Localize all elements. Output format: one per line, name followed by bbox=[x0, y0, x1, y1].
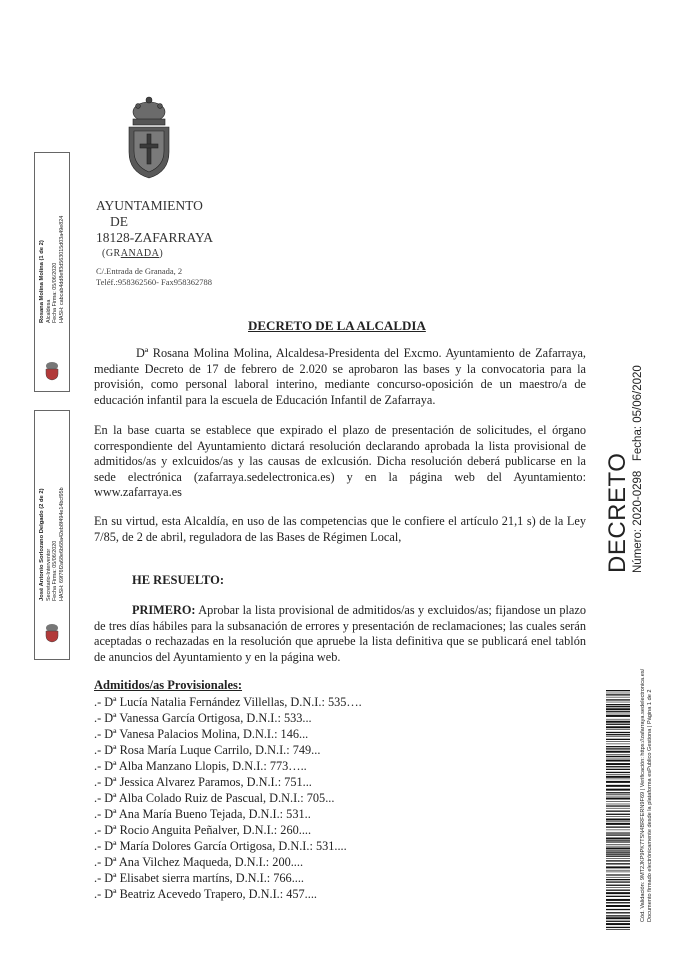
list-item: .- Dª Ana Vilchez Maqueda, D.N.I.: 200.... bbox=[94, 855, 304, 869]
document-title: DECRETO DE LA ALCALDIA bbox=[248, 318, 426, 333]
verification-text: Cód. Validación: 9MT2JKP9PK7TSN4BRFERN9F69 | Verificación: https://zafarraya.sedelectronica.es/ Documento firmado electrónicamente desde la plataforma esPublico Gestiona | Página 1 de 2 bbox=[640, 668, 653, 922]
list-item: .- Dª Beatriz Acevedo Trapero, D.N.I.: 457.... bbox=[94, 887, 317, 901]
primero-label: PRIMERO: bbox=[132, 603, 196, 617]
admitted-list bbox=[94, 694, 362, 902]
list-item: .- Dª Vanessa García Ortigosa, D.N.I.: 533... bbox=[94, 711, 312, 725]
list-item: .- Dª Elisabet sierra martíns, D.N.I.: 766.... bbox=[94, 871, 305, 885]
municipality-header bbox=[96, 198, 213, 262]
phone-line: Teléf.:958362560- Fax958362788 bbox=[96, 277, 213, 287]
signature-crest-icon bbox=[43, 623, 61, 643]
paragraph-competencias: En su virtud, esta Alcaldía, en uso de las competencias que le confiere el artículo 21,1 s) de la Ley 7/85, de 2 de abril, reguladora de las Bases de Régimen Local, bbox=[94, 514, 586, 544]
list-item: .- Dª Alba Colado Ruiz de Pascual, D.N.I.: 705... bbox=[94, 791, 335, 805]
signature-stamp-2 bbox=[34, 410, 70, 660]
signature-1-text: Rosana Molina Molina (1 de 2) Alcaldesa Fecha Firma: 05/06/2020 HASH: cabcab4dd8eff3d563015d03a49e824 bbox=[39, 215, 65, 323]
org-line-1: AYUNTAMIENTO bbox=[96, 198, 203, 213]
primero-text: Aprobar la lista provisional de admitidos/as y excluidos/as; fijandose un plazo de tres días hábiles para la subsanación de errores y presentación de reclamaciones; las cuales serán aceptadas o rechazadas en la resolución que apruebe la lista definitiva que se publicará enel tablón de anuncios del Ayuntamiento y en la página web. bbox=[94, 603, 586, 664]
admitted-heading: Admitidos/as Provisionales: bbox=[94, 678, 243, 692]
decree-label: DECRETO bbox=[604, 452, 631, 573]
list-item: .- Dª Rosa María Luque Carrilo, D.N.I.: 749... bbox=[94, 743, 321, 757]
paragraph-base-cuarta: En la base cuarta se establece que expirado el plazo de presentación de solicitudes, el órgano correspondiente del Ayuntamiento dictará resolución declarando aprobada la lista provisional de admitidos/as y exlcuidos/as y las causas de exlcusión. Dicha resolución deberá publicarse en la sede electrónica (zafarraya.sedelectronica.es) y en la página web del Ayuntamiento: www.zafarraya.es bbox=[94, 423, 586, 499]
contact-info bbox=[96, 266, 212, 288]
signature-stamp-1 bbox=[34, 152, 70, 392]
signature-2-text: José Antonio Sorlozano Delgado (2 de 2) Secretario-Interventor Fecha Firma: 05/06/2020 HASH: 69f76f2a68e6b68a42eb8f494e14bcf95b bbox=[39, 487, 65, 601]
decree-meta bbox=[632, 365, 645, 573]
list-item: .- Dª Alba Manzano Llopis, D.N.I.: 773….. bbox=[94, 759, 307, 773]
decree-date: Fecha: 05/06/2020 bbox=[632, 365, 644, 462]
barcode-image bbox=[606, 690, 630, 930]
list-item: .- Dª Lucía Natalia Fernández Villellas, D.N.I.: 535…. bbox=[94, 695, 362, 709]
list-item: .- Dª María Dolores García Ortigosa, D.N.I.: 531.... bbox=[94, 839, 347, 853]
list-item: .- Dª Vanesa Palacios Molina, D.N.I.: 146... bbox=[94, 727, 309, 741]
list-item: .- Dª Rocio Anguita Peñalver, D.N.I.: 260.... bbox=[94, 823, 312, 837]
org-line-3: 18128-ZAFARRAYA bbox=[96, 230, 214, 245]
paragraph-primero bbox=[94, 603, 586, 665]
address-line: C/.Entrada de Granada, 2 bbox=[96, 266, 183, 276]
org-province: (GRANADA) bbox=[102, 248, 164, 259]
org-line-2: DE bbox=[110, 214, 128, 229]
list-item: .- Dª Jessica Alvarez Paramos, D.N.I.: 751... bbox=[94, 775, 312, 789]
paragraph-intro: Dª Rosana Molina Molina, Alcaldesa-Presidenta del Excmo. Ayuntamiento de Zafarraya, mediante Decreto de 17 de febrero de 2.020 se aprobaron las bases y la convocatoria para la provisión, como personal laboral interino, mediante concurso-oposición de un maestro/a de educación infantil para la escuela de Educación Infantil de Zafarraya. bbox=[94, 346, 586, 407]
list-item: .- Dª Ana María Bueno Tejada, D.N.I.: 531.. bbox=[94, 807, 311, 821]
coat-of-arms-logo bbox=[124, 94, 174, 180]
decree-number: Número: 2020-0298 bbox=[632, 470, 644, 573]
signature-crest-icon bbox=[43, 361, 61, 381]
resolution-heading: HE RESUELTO: bbox=[132, 573, 225, 587]
